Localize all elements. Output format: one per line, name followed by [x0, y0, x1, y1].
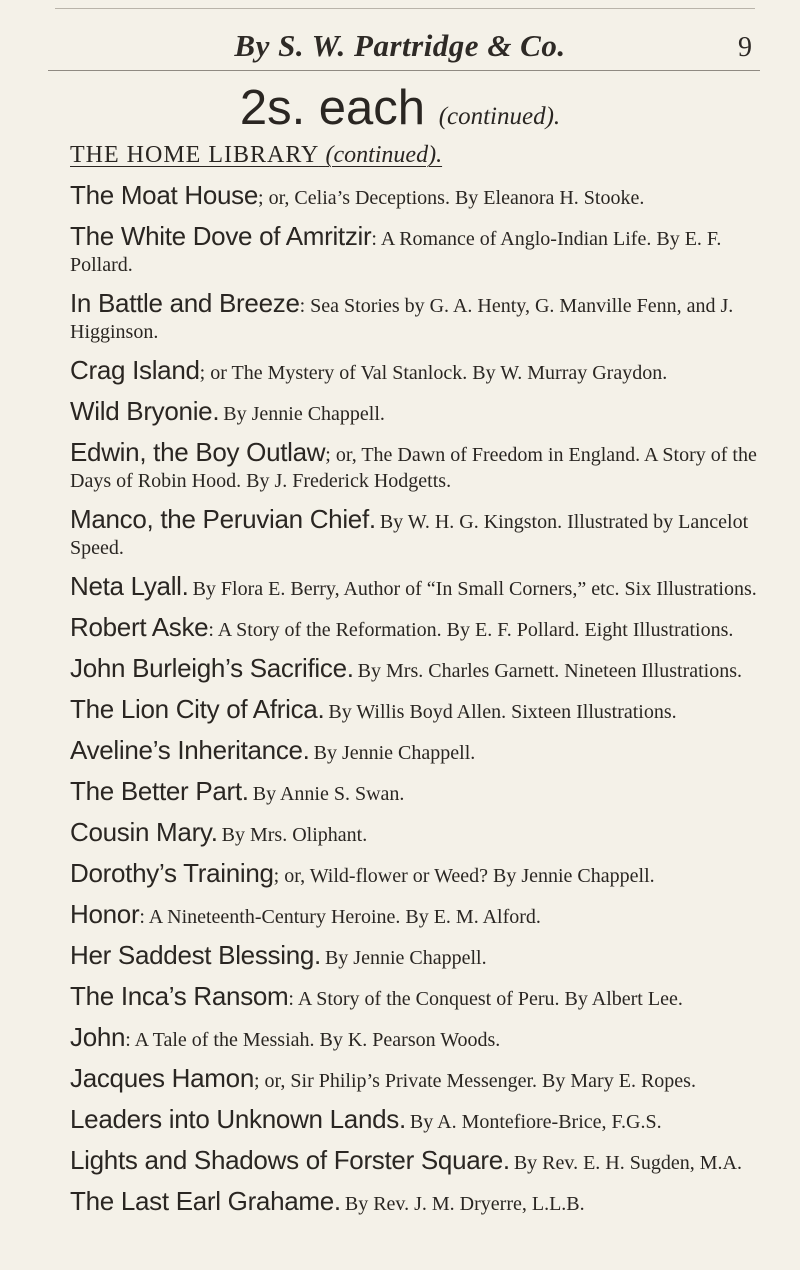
book-title: The Last Earl Grahame.: [70, 1186, 341, 1216]
book-detail: : Sea Stories by G. A. Henty, G. Manville Fenn, and J. Higginson.: [70, 295, 734, 343]
book-entry: [70, 355, 770, 387]
book-title: Neta Lyall.: [70, 571, 189, 601]
top-edge-rule: [55, 8, 755, 9]
book-entry: [70, 817, 770, 849]
library-heading-label: THE HOME LIBRARY: [70, 142, 319, 168]
book-title: The White Dove of Amritzir: [70, 221, 372, 251]
header-rule: [48, 70, 760, 71]
book-entry: [70, 504, 770, 562]
price-heading-continued: (continued).: [438, 103, 561, 130]
book-detail: By Jennie Chappell.: [313, 742, 476, 764]
book-detail: By Annie S. Swan.: [252, 783, 405, 805]
book-entry: [70, 653, 770, 685]
book-entry: [70, 735, 770, 767]
book-detail: By A. Montefiore-Brice, F.G.S.: [409, 1111, 662, 1133]
book-entry: [70, 858, 770, 890]
book-detail: ; or, The Dawn of Freedom in England. A Story of the Days of Robin Hood. By J. Frederick Hodgetts.: [70, 444, 757, 492]
running-head-title: By S. W. Partridge & Co.: [234, 28, 566, 63]
book-entry: [70, 940, 770, 972]
book-title: Aveline’s Inheritance.: [70, 735, 310, 765]
book-entry: [70, 694, 770, 726]
book-entry: [70, 899, 770, 931]
book-title: In Battle and Breeze: [70, 288, 300, 318]
book-entry: [70, 1022, 770, 1054]
book-title: Her Saddest Blessing.: [70, 940, 321, 970]
book-detail: ; or, Celia’s Deceptions. By Eleanora H. Stooke.: [258, 187, 645, 209]
book-detail: : A Romance of Anglo-Indian Life. By E. F. Pollard.: [70, 228, 722, 276]
book-title: Cousin Mary.: [70, 817, 218, 847]
price-heading-label: 2s. each: [239, 81, 426, 135]
book-title: Manco, the Peruvian Chief.: [70, 504, 376, 534]
book-entry: [70, 437, 770, 495]
book-title: Dorothy’s Training: [70, 858, 274, 888]
page-number: 9: [738, 32, 752, 63]
book-detail: By Mrs. Charles Garnett. Nineteen Illustrations.: [357, 660, 743, 682]
book-list: [70, 180, 770, 1218]
library-heading: [70, 142, 442, 169]
book-title: Wild Bryonie.: [70, 396, 220, 426]
book-title: The Better Part.: [70, 776, 249, 806]
book-detail: By Mrs. Oliphant.: [221, 824, 368, 846]
book-entry: [70, 612, 770, 644]
book-detail: : A Story of the Reformation. By E. F. Pollard. Eight Illustrations.: [208, 619, 734, 641]
book-entry: [70, 221, 770, 279]
book-detail: : A Story of the Conquest of Peru. By Albert Lee.: [288, 988, 683, 1010]
book-title: Edwin, the Boy Outlaw: [70, 437, 326, 467]
book-title: The Lion City of Africa.: [70, 694, 325, 724]
book-detail: By Willis Boyd Allen. Sixteen Illustrations.: [328, 701, 677, 723]
book-detail: By Rev. E. H. Sugden, M.A.: [513, 1152, 742, 1174]
book-title: Crag Island: [70, 355, 200, 385]
book-title: Leaders into Unknown Lands.: [70, 1104, 406, 1134]
book-title: Jacques Hamon: [70, 1063, 254, 1093]
book-entry: [70, 396, 770, 428]
book-title: John Burleigh’s Sacrifice.: [70, 653, 354, 683]
book-entry: [70, 776, 770, 808]
book-detail: ; or, Wild-flower or Weed? By Jennie Chappell.: [273, 865, 655, 887]
book-entry: [70, 1063, 770, 1095]
book-title: The Moat House: [70, 180, 259, 210]
book-detail: By Flora E. Berry, Author of “In Small Corners,” etc. Six Illustrations.: [192, 578, 757, 600]
book-detail: : A Nineteenth-Century Heroine. By E. M. Alford.: [139, 906, 541, 928]
book-entry: [70, 981, 770, 1013]
book-entry: [70, 180, 770, 212]
library-heading-continued: (continued).: [325, 142, 443, 168]
book-title: John: [70, 1022, 126, 1052]
book-entry: [70, 1104, 770, 1136]
book-detail: ; or The Mystery of Val Stanlock. By W. Murray Graydon.: [199, 362, 668, 384]
book-title: Honor: [70, 899, 140, 929]
book-title: The Inca’s Ransom: [70, 981, 289, 1011]
price-heading: [0, 76, 800, 149]
book-entry: [70, 1186, 770, 1218]
book-detail: By Jennie Chappell.: [223, 403, 385, 425]
book-detail: By Rev. J. M. Dryerre, L.L.B.: [344, 1193, 585, 1215]
book-entry: [70, 571, 770, 603]
book-detail: ; or, Sir Philip’s Private Messenger. By Mary E. Ropes.: [253, 1070, 696, 1092]
book-detail: By Jennie Chappell.: [324, 947, 487, 969]
book-title: Robert Aske: [70, 612, 209, 642]
book-title: Lights and Shadows of Forster Square.: [70, 1145, 510, 1175]
book-detail: : A Tale of the Messiah. By K. Pearson Woods.: [125, 1029, 501, 1051]
running-head: [0, 28, 800, 68]
book-detail: By W. H. G. Kingston. Illustrated by Lancelot Speed.: [70, 511, 749, 559]
book-entry: [70, 1145, 770, 1177]
book-entry: [70, 288, 770, 346]
